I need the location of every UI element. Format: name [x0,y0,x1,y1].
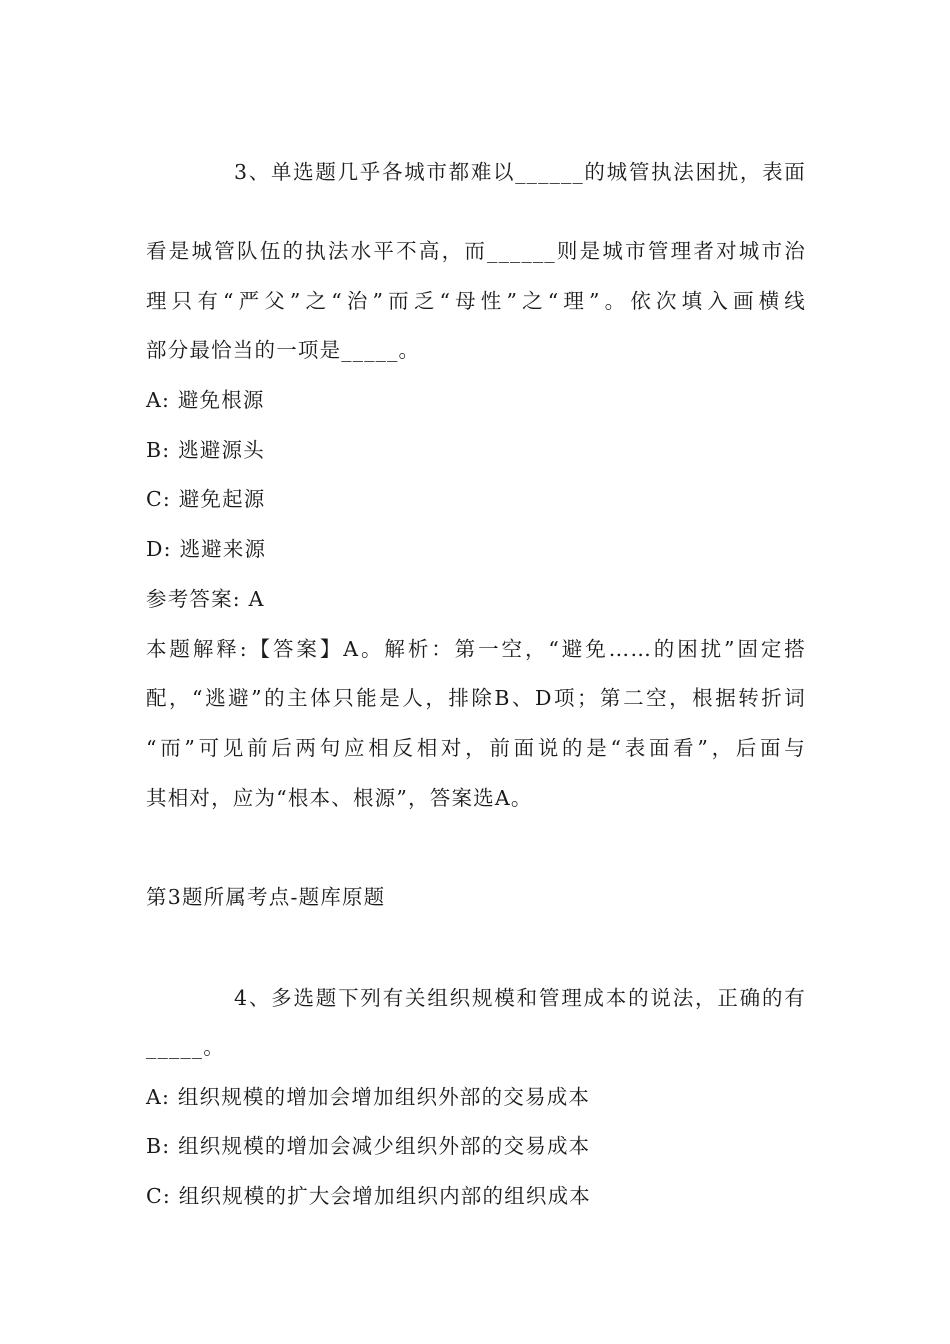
q3-stem-line-4: 部分最恰当的一项是_____。 [146,338,421,362]
q3-option-d: D: 逃避来源 [146,537,267,561]
q3-option-a: A: 避免根源 [146,388,265,412]
q4-option-c: C: 组织规模的扩大会增加组织内部的组织成本 [146,1184,592,1208]
q3-option-b: B: 逃避源头 [146,438,265,462]
q3-explanation-line-2: 配，“逃避”的主体只能是人，排除B、D项；第二空，根据转折词 [146,686,806,710]
q3-topic: 第3题所属考点-题库原题 [146,885,386,909]
q3-stem-line-2: 看是城管队伍的执法水平不高，而______则是城市管理者对城市治 [146,239,806,263]
q3-explanation-line-4: 其相对，应为“根本、根源”，答案选A。 [146,786,533,810]
q3-stem-line-1: 3、单选题几乎各城市都难以______的城管执法困扰，表面 [234,160,806,184]
q4-stem-line-1: 4、多选题下列有关组织规模和管理成本的说法，正确的有 [234,986,806,1010]
q3-explanation-line-3: “而”可见前后两句应相反相对，前面说的是“表面看”，后面与 [146,736,806,760]
q3-explanation-line-1: 本题解释:【答案】A。解析：第一空，“避免……的困扰”固定搭 [146,637,806,661]
q3-stem-line-3: 理只有“严父”之“治”而乏“母性”之“理”。依次填入画横线 [146,289,806,313]
q3-option-c: C: 避免起源 [146,487,266,511]
q4-option-b: B: 组织规模的增加会减少组织外部的交易成本 [146,1134,591,1158]
q4-stem-line-2: _____。 [146,1035,225,1059]
q4-option-a: A: 组织规模的增加会增加组织外部的交易成本 [146,1085,591,1109]
q3-answer: 参考答案: A [146,587,265,611]
